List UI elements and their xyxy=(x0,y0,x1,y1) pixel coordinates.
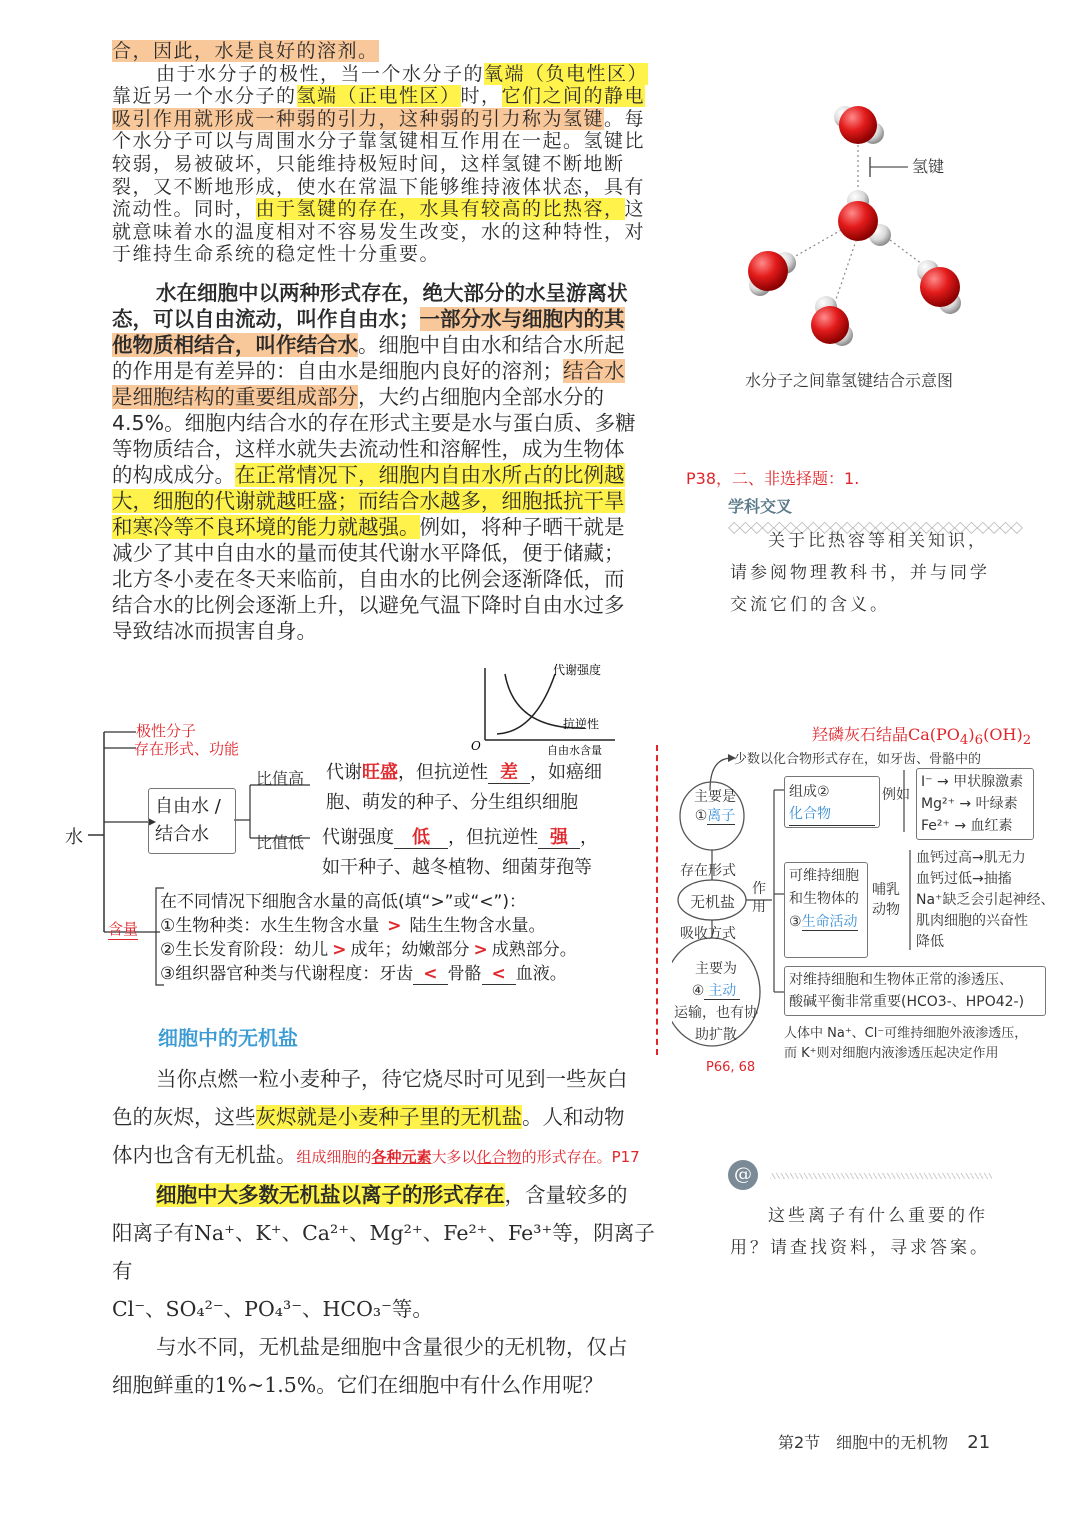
highlight-ash: 灰烬就是小麦种子里的无机盐 xyxy=(255,1105,522,1129)
map-text: ① xyxy=(694,808,708,824)
map-text: 哺乳 xyxy=(872,882,900,898)
highlight-metabolism: 在正常情况下，细胞内自由水所占的比例越 xyxy=(235,463,625,487)
hydrogen-bond-label: 氢键 xyxy=(912,157,945,176)
map-text: 血液。 xyxy=(515,964,567,984)
mammal-label xyxy=(872,880,900,920)
calcium-effects xyxy=(916,848,1054,953)
answer-greater: > xyxy=(387,916,402,936)
intro-text: 时， xyxy=(460,85,502,108)
example-item: I⁻ → 甲状腺激素 xyxy=(921,774,1024,790)
map-text: ③ xyxy=(789,914,802,930)
top-molecule xyxy=(834,106,884,144)
map-text: 而 K⁺则对细胞内液渗透压起决定作用 xyxy=(784,1046,999,1061)
graph-origin: O xyxy=(471,739,481,753)
highlight-metabolism: 和寒冷等不良环境的能力就越强。 xyxy=(112,515,420,539)
water-forms-line: 4.5%。细胞内结合水的存在形式主要是水与蛋白质、多糖 xyxy=(112,411,636,435)
content-comparison xyxy=(160,890,577,986)
salt-text: 体内也含有无机盐。 xyxy=(112,1143,297,1167)
answer-greater: > xyxy=(332,940,347,960)
page-footer xyxy=(778,1430,990,1453)
map-text: ④ xyxy=(691,983,705,999)
map-text: 血钙过低→抽搐 xyxy=(916,871,1012,887)
answer-ion: 离子 xyxy=(707,808,736,824)
osmotic-box xyxy=(784,966,1046,1016)
map-text: 和生物体的 xyxy=(789,891,859,907)
exist-form-label: 存在形式 xyxy=(680,863,736,879)
example-label: 例如 xyxy=(882,787,910,803)
ratio-high-content xyxy=(326,758,602,818)
map-text: 人体中 Na⁺、Cl⁻可维持细胞外液渗透压， xyxy=(784,1026,1028,1041)
answer-life-activity: 生命活动 xyxy=(801,914,858,930)
answer-low-resistance: 差 xyxy=(488,762,530,784)
intro-text: 这 xyxy=(624,198,646,221)
intro-text: 由于水分子的极性，当一个水分子的 xyxy=(156,62,485,85)
highlight-metabolism: 大，细胞的代谢就越旺盛；而结合水越多，细胞抵抗干旱 xyxy=(112,489,625,513)
mainly-ion xyxy=(690,788,740,826)
center-molecule xyxy=(838,190,891,246)
intro-line: 就意味着水的温度相对不容易发生改变，水的这种特性，对 xyxy=(112,220,646,243)
map-text: ③组织器官种类与代谢程度：牙齿 xyxy=(160,964,414,984)
intro-line: 于维持生命系统的稳定性十分重要。 xyxy=(112,243,441,266)
decorative-pattern: ◇◇◇◇◇◇◇◇◇◇◇◇◇◇◇◇◇◇◇◇◇◇◇◇◇◇ xyxy=(728,517,1022,536)
water-forms-text: ，大约占细胞内全部水分的 xyxy=(358,385,604,409)
map-text: 在不同情况下细胞含水量的高低(填“>”或“<”)： xyxy=(160,892,526,912)
map-text: 肌肉细胞的兴奋性 xyxy=(916,913,1028,929)
graph-x-label: 自由水含量 xyxy=(547,744,602,757)
map-text: ，但抗逆性 xyxy=(398,762,488,783)
note-text: 组成细胞的 xyxy=(296,1148,372,1166)
water-forms-line: 导致结冰而损害自身。 xyxy=(112,619,317,643)
side-line: 交流它们的含义。 xyxy=(730,595,890,615)
branch-forms: 存在形式、功能 xyxy=(134,740,240,758)
side-box-text xyxy=(730,525,998,621)
example-box xyxy=(916,768,1034,840)
answer-greater: > xyxy=(473,940,488,960)
highlight-hydrogen-bond: 吸引作用就形成一种弱的引力，这种弱的引力称为氢键 xyxy=(112,107,605,130)
compound-note: 少数以化合物形式存在，如牙齿、骨骼中的 xyxy=(734,752,982,767)
map-text: 成熟部分。 xyxy=(491,940,577,960)
water-forms-line: 北方冬小麦在冬天来临前，自由水的比例会逐渐降低，而 xyxy=(112,567,625,591)
swirl-icon: @ xyxy=(728,1160,758,1190)
side-line: 用？请查找资料，寻求答案。 xyxy=(730,1238,990,1258)
example-item: Mg²⁺ → 叶绿素 xyxy=(921,796,1018,812)
map-text: 血钙过高→肌无力 xyxy=(916,850,1026,866)
right-molecule xyxy=(917,260,961,314)
map-text: 代谢 xyxy=(326,762,362,783)
intro-line: 合，因此，水是良好的溶剂。 xyxy=(112,40,379,62)
salt-text: 。人和动物 xyxy=(522,1105,625,1129)
map-text: 对维持细胞和生物体正常的渗透压、 xyxy=(789,972,1013,988)
water-forms-text: 态，可以自由流动，叫作自由水； xyxy=(112,307,420,331)
ratio-low-label: 比值低 xyxy=(256,833,305,852)
absorb-label: 吸收方式 xyxy=(680,926,736,942)
map-text: ②生长发育阶段：幼儿 xyxy=(160,940,329,960)
water-molecule-figure xyxy=(730,95,990,360)
salt-text: ，含量较多的 xyxy=(504,1183,628,1207)
note-text: 化合物 xyxy=(476,1148,522,1166)
highlight-oxygen-end: 氧端（负电性区） xyxy=(484,62,649,85)
salt-line: 当你点燃一粒小麦种子，待它烧尽时可见到一些灰白 xyxy=(156,1067,628,1091)
compose-box xyxy=(784,776,880,828)
salt-line: 阳离子有Na⁺、K⁺、Ca²⁺、Mg²⁺、Fe²⁺、Fe³⁺等，阴离子有 xyxy=(112,1221,655,1283)
water-concept-map xyxy=(60,660,660,1000)
side-heading-label: 学科交叉 xyxy=(728,497,793,516)
footer-section: 第2节 细胞中的无机物 xyxy=(778,1433,949,1452)
map-text: 代谢强度 xyxy=(322,827,394,848)
map-text: 陆生生物含水量。 xyxy=(409,916,546,936)
divider xyxy=(656,745,658,1055)
highlight-bound-water: 他物质相结合，叫作结合水 xyxy=(112,333,358,357)
map-text: 主要是 xyxy=(694,789,736,805)
note-text: 大多以 xyxy=(431,1148,477,1166)
map-root-water: 水 xyxy=(65,827,83,848)
side-line: 请参阅物理教科书，并与同学 xyxy=(730,563,990,583)
note-text: 的形式存在。P17 xyxy=(521,1148,640,1166)
highlight-bound-water-role: 是细胞结构的重要组成部分 xyxy=(112,385,358,409)
salt-paragraph xyxy=(112,1060,674,1404)
answer-compound: 化合物 xyxy=(789,803,875,826)
salt-text: 色的灰烬，这些 xyxy=(112,1105,256,1129)
map-text: ，但抗逆性 xyxy=(448,827,538,848)
maintain-box xyxy=(784,862,868,958)
answer-high-metabolism: 旺盛 xyxy=(362,762,398,783)
water-forms-line: 减少了其中自由水的量而使其代谢水平降低，便于储藏； xyxy=(112,541,625,565)
answer-low-intensity: 低 xyxy=(394,827,448,849)
map-text: 降低 xyxy=(916,934,944,950)
water-forms-paragraph xyxy=(112,280,672,644)
highlight-bound-water: 一部分水与细胞内的其 xyxy=(419,307,625,331)
intro-line: 裂，又不断地形成，使水在常温下能够维持液体状态，具有 xyxy=(112,175,646,198)
content-label: 含量 xyxy=(108,920,139,938)
map-text: 主要为 xyxy=(695,961,737,977)
highlight-specific-heat: 由于氢键的存在，水具有较高的比热容， xyxy=(255,198,625,221)
map-text: 可维持细胞 xyxy=(789,868,859,884)
answer-less: < xyxy=(482,964,516,985)
intro-line: 个水分子可以与周围水分子靠氢键相互作用在一起。氢键比 xyxy=(112,130,646,153)
figure-caption: 水分子之间靠氢键结合示意图 xyxy=(745,371,954,390)
map-text: Na⁺缺乏会引起神经、 xyxy=(916,892,1055,908)
salt-line: 细胞鲜重的1%~1.5%。它们在细胞中有什么作用呢？ xyxy=(112,1373,604,1397)
role-label: 作用 xyxy=(752,881,766,915)
salt-line: Cl⁻、SO₄²⁻、PO₄³⁻、HCO₃⁻等。 xyxy=(112,1297,433,1321)
intro-line: 较弱，易被破坏，只能维持极短时间，这样氢键不断地断 xyxy=(112,152,625,175)
highlight-bound-water-role: 结合水 xyxy=(563,359,625,383)
hydroxyapatite-note: 羟磷灰石结晶$Ca(PO_4)_6(OH)_2$ xyxy=(812,725,1032,749)
left-molecule xyxy=(748,251,796,296)
map-text: 运输，也有协 xyxy=(674,1005,758,1021)
side-line: 这些离子有什么重要的作 xyxy=(768,1206,988,1226)
water-forms-text: 例如，将种子晒干就是 xyxy=(419,515,625,539)
salt-page-ref: P66, 68 xyxy=(706,1060,756,1075)
water-forms-line: 水在细胞中以两种形式存在，绝大部分的水呈游离状 xyxy=(156,281,628,305)
ratio-low-content xyxy=(322,823,598,883)
intro-text: 流动性。同时， xyxy=(112,198,256,221)
graph-y-label: 代谢强度 xyxy=(553,663,602,677)
water-forms-line: 结合水的比例会逐渐上升，以避免气温下降时自由水过多 xyxy=(112,593,625,617)
intro-paragraph xyxy=(112,40,672,266)
map-text: 助扩散 xyxy=(695,1027,737,1043)
map-text: 胞、萌发的种子、分生组织细胞 xyxy=(326,792,578,813)
box-line: 结合水 xyxy=(155,824,209,845)
bottom-molecule xyxy=(811,296,853,346)
branch-polar: 极性分子 xyxy=(136,722,197,740)
active-transport xyxy=(672,958,760,1046)
answer-strong-resistance: 强 xyxy=(538,827,580,849)
map-text: 如干种子、越冬植物、细菌芽孢等 xyxy=(322,857,592,878)
hatched-rule xyxy=(770,1173,992,1179)
map-text: ， xyxy=(580,827,598,848)
highlight-ion-form: 细胞中大多数无机盐以离子的形式存在 xyxy=(156,1183,505,1207)
map-text: ，如癌细 xyxy=(530,762,602,783)
page-number: 21 xyxy=(967,1432,991,1453)
water-forms-text: 的作用是有差异的：自由水是细胞内良好的溶剂； xyxy=(112,359,563,383)
answer-less: < xyxy=(413,964,447,985)
salt-line: 与水不同，无机盐是细胞中含量很少的无机物，仅占 xyxy=(156,1335,628,1359)
free-bound-water-box xyxy=(148,788,236,854)
example-item: Fe²⁺ → 血红素 xyxy=(921,818,1013,834)
note-text: 各种元素 xyxy=(371,1148,432,1166)
answer-active: 主动 xyxy=(704,983,740,1000)
side-line: 关于比热容等相关知识， xyxy=(768,531,988,551)
inorganic-salt-node: 无机盐 xyxy=(690,893,736,911)
highlight-static: 它们之间的静电 xyxy=(501,85,646,108)
metabolism-curve xyxy=(497,674,555,734)
salt-concept-map xyxy=(672,740,1072,1080)
ratio-high-label: 比值高 xyxy=(256,769,305,788)
metabolism-graph xyxy=(465,660,665,760)
intro-text: 。每 xyxy=(604,107,646,130)
section-title: 细胞中的无机盐 xyxy=(158,1026,298,1050)
map-text: 骨骼 xyxy=(447,964,482,984)
water-forms-text: 的构成成分。 xyxy=(112,463,235,487)
water-forms-text: 。细胞中自由水和结合水所起 xyxy=(358,333,625,357)
side-box2-text xyxy=(730,1200,998,1264)
graph-curve-label: 抗逆性 xyxy=(563,717,600,731)
highlight-hydrogen-end: 氢端（正电性区） xyxy=(296,85,461,108)
water-forms-line: 等物质结合，这样水就失去流动性和溶解性，成为生物体 xyxy=(112,437,625,461)
sodium-potassium-note xyxy=(784,1024,1027,1064)
map-text: 动物 xyxy=(872,902,900,918)
intro-text: 靠近另一个水分子的 xyxy=(112,85,297,108)
map-text: 组成② xyxy=(789,784,830,800)
box-line: 自由水 / xyxy=(155,796,221,817)
map-text: 成年；幼嫩部分 xyxy=(350,940,470,960)
map-text: ①生物种类：水生生物含水量 xyxy=(160,916,380,936)
side-reference: P38，二、非选择题：1. xyxy=(686,469,860,488)
map-text: 酸碱平衡非常重要(HCO3-、HPO42-) xyxy=(789,994,1025,1010)
